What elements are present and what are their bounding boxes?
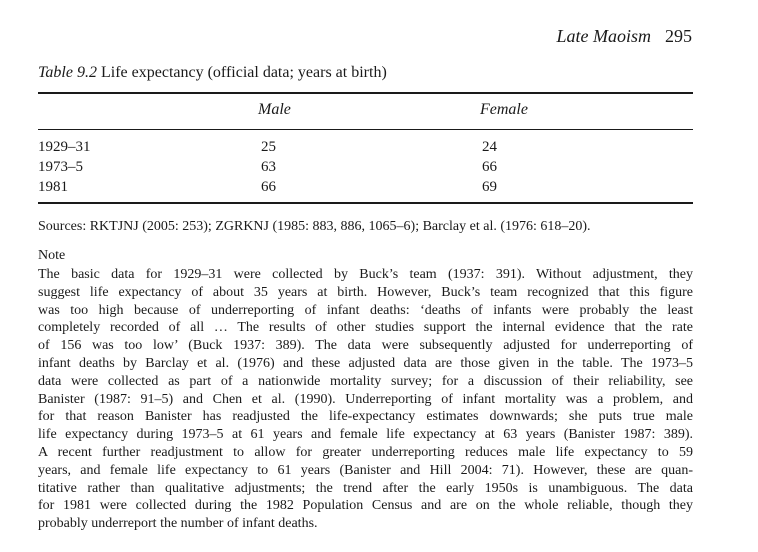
row-male-value: 25: [261, 139, 276, 155]
running-head: [557, 26, 693, 47]
column-header-male: Male: [258, 101, 291, 118]
note-line: infant deaths by Barclay et al. (1976) and these adjusted data are those given in the table. The 1973–5: [38, 355, 693, 371]
note-line: probably underreport the number of infant deaths.: [38, 516, 318, 532]
row-year: 1973–5: [38, 159, 83, 175]
note-line: life expectancy during 1973–5 at 61 years and female life expectancy at 63 years (Banister 1987: 389).: [38, 427, 693, 443]
row-male-value: 66: [261, 179, 276, 195]
note-line: suggest life expectancy of about 35 years at birth. However, Buck’s team recognized that this figure: [38, 284, 693, 300]
column-header-female: Female: [480, 101, 528, 118]
table-caption: [38, 64, 387, 82]
table-top-rule: [38, 92, 693, 94]
table-title: Life expectancy (official data; years at birth): [96, 64, 387, 81]
note-line: years, and female life expectancy to 61 years (Banister and Hill 2004: 71). However, these are quan-: [38, 462, 693, 478]
note-line: of 156 was too low’ (Buck 1937: 389). The data were subsequently adjusted for underreporting of: [38, 338, 693, 354]
note-line: for 1981 were collected during the 1982 Population Census and are on the whole reliable, though they: [38, 498, 693, 514]
page-number: 295: [665, 26, 692, 46]
row-year: 1929–31: [38, 139, 91, 155]
note-line: A recent further readjustment to allow for greater underreporting reduces male life expectancy to 59: [38, 444, 693, 460]
row-male-value: 63: [261, 159, 276, 175]
row-female-value: 69: [482, 179, 497, 195]
table-bottom-rule: [38, 202, 693, 204]
note-body: [38, 266, 693, 533]
table-row: [38, 179, 693, 199]
table-sources: Sources: RKTJNJ (2005: 253); ZGRKNJ (1985: 883, 886, 1065–6); Barclay et al. (1976: 618–20).: [38, 219, 591, 234]
row-female-value: 24: [482, 139, 497, 155]
note-line: for that reason Banister has readjusted the life-expectancy estimates downwards; she puts true male: [38, 409, 693, 425]
note-line: The basic data for 1929–31 were collected by Buck’s team (1937: 391). Without adjustment, they: [38, 267, 693, 282]
note-heading: Note: [38, 248, 66, 263]
row-year: 1981: [38, 179, 68, 195]
running-head-title: Late Maoism: [556, 26, 651, 46]
note-line: Banister (1987: 91–5) and Chen et al. (1990). Underreporting of infant mortality was a problem, and: [38, 391, 693, 407]
note-line: data were collected as part of a nationwide mortality survey; for a discussion of their reliability, see: [38, 373, 693, 389]
row-female-value: 66: [482, 159, 497, 175]
table-row: [38, 139, 693, 159]
note-line: completely recorded of all … The results of other studies support the internal evidence that the rate: [38, 320, 693, 336]
note-line: titative rather than qualitative adjustments; the trend after the early 1950s is unambiguous. The data: [38, 480, 693, 496]
table-label: Table 9.2: [38, 64, 97, 81]
table-header-rule: [38, 129, 693, 130]
note-line: was too high because of underreporting of infant deaths: ‘deaths of infants were probably the least: [38, 302, 693, 318]
table-row: [38, 159, 693, 179]
